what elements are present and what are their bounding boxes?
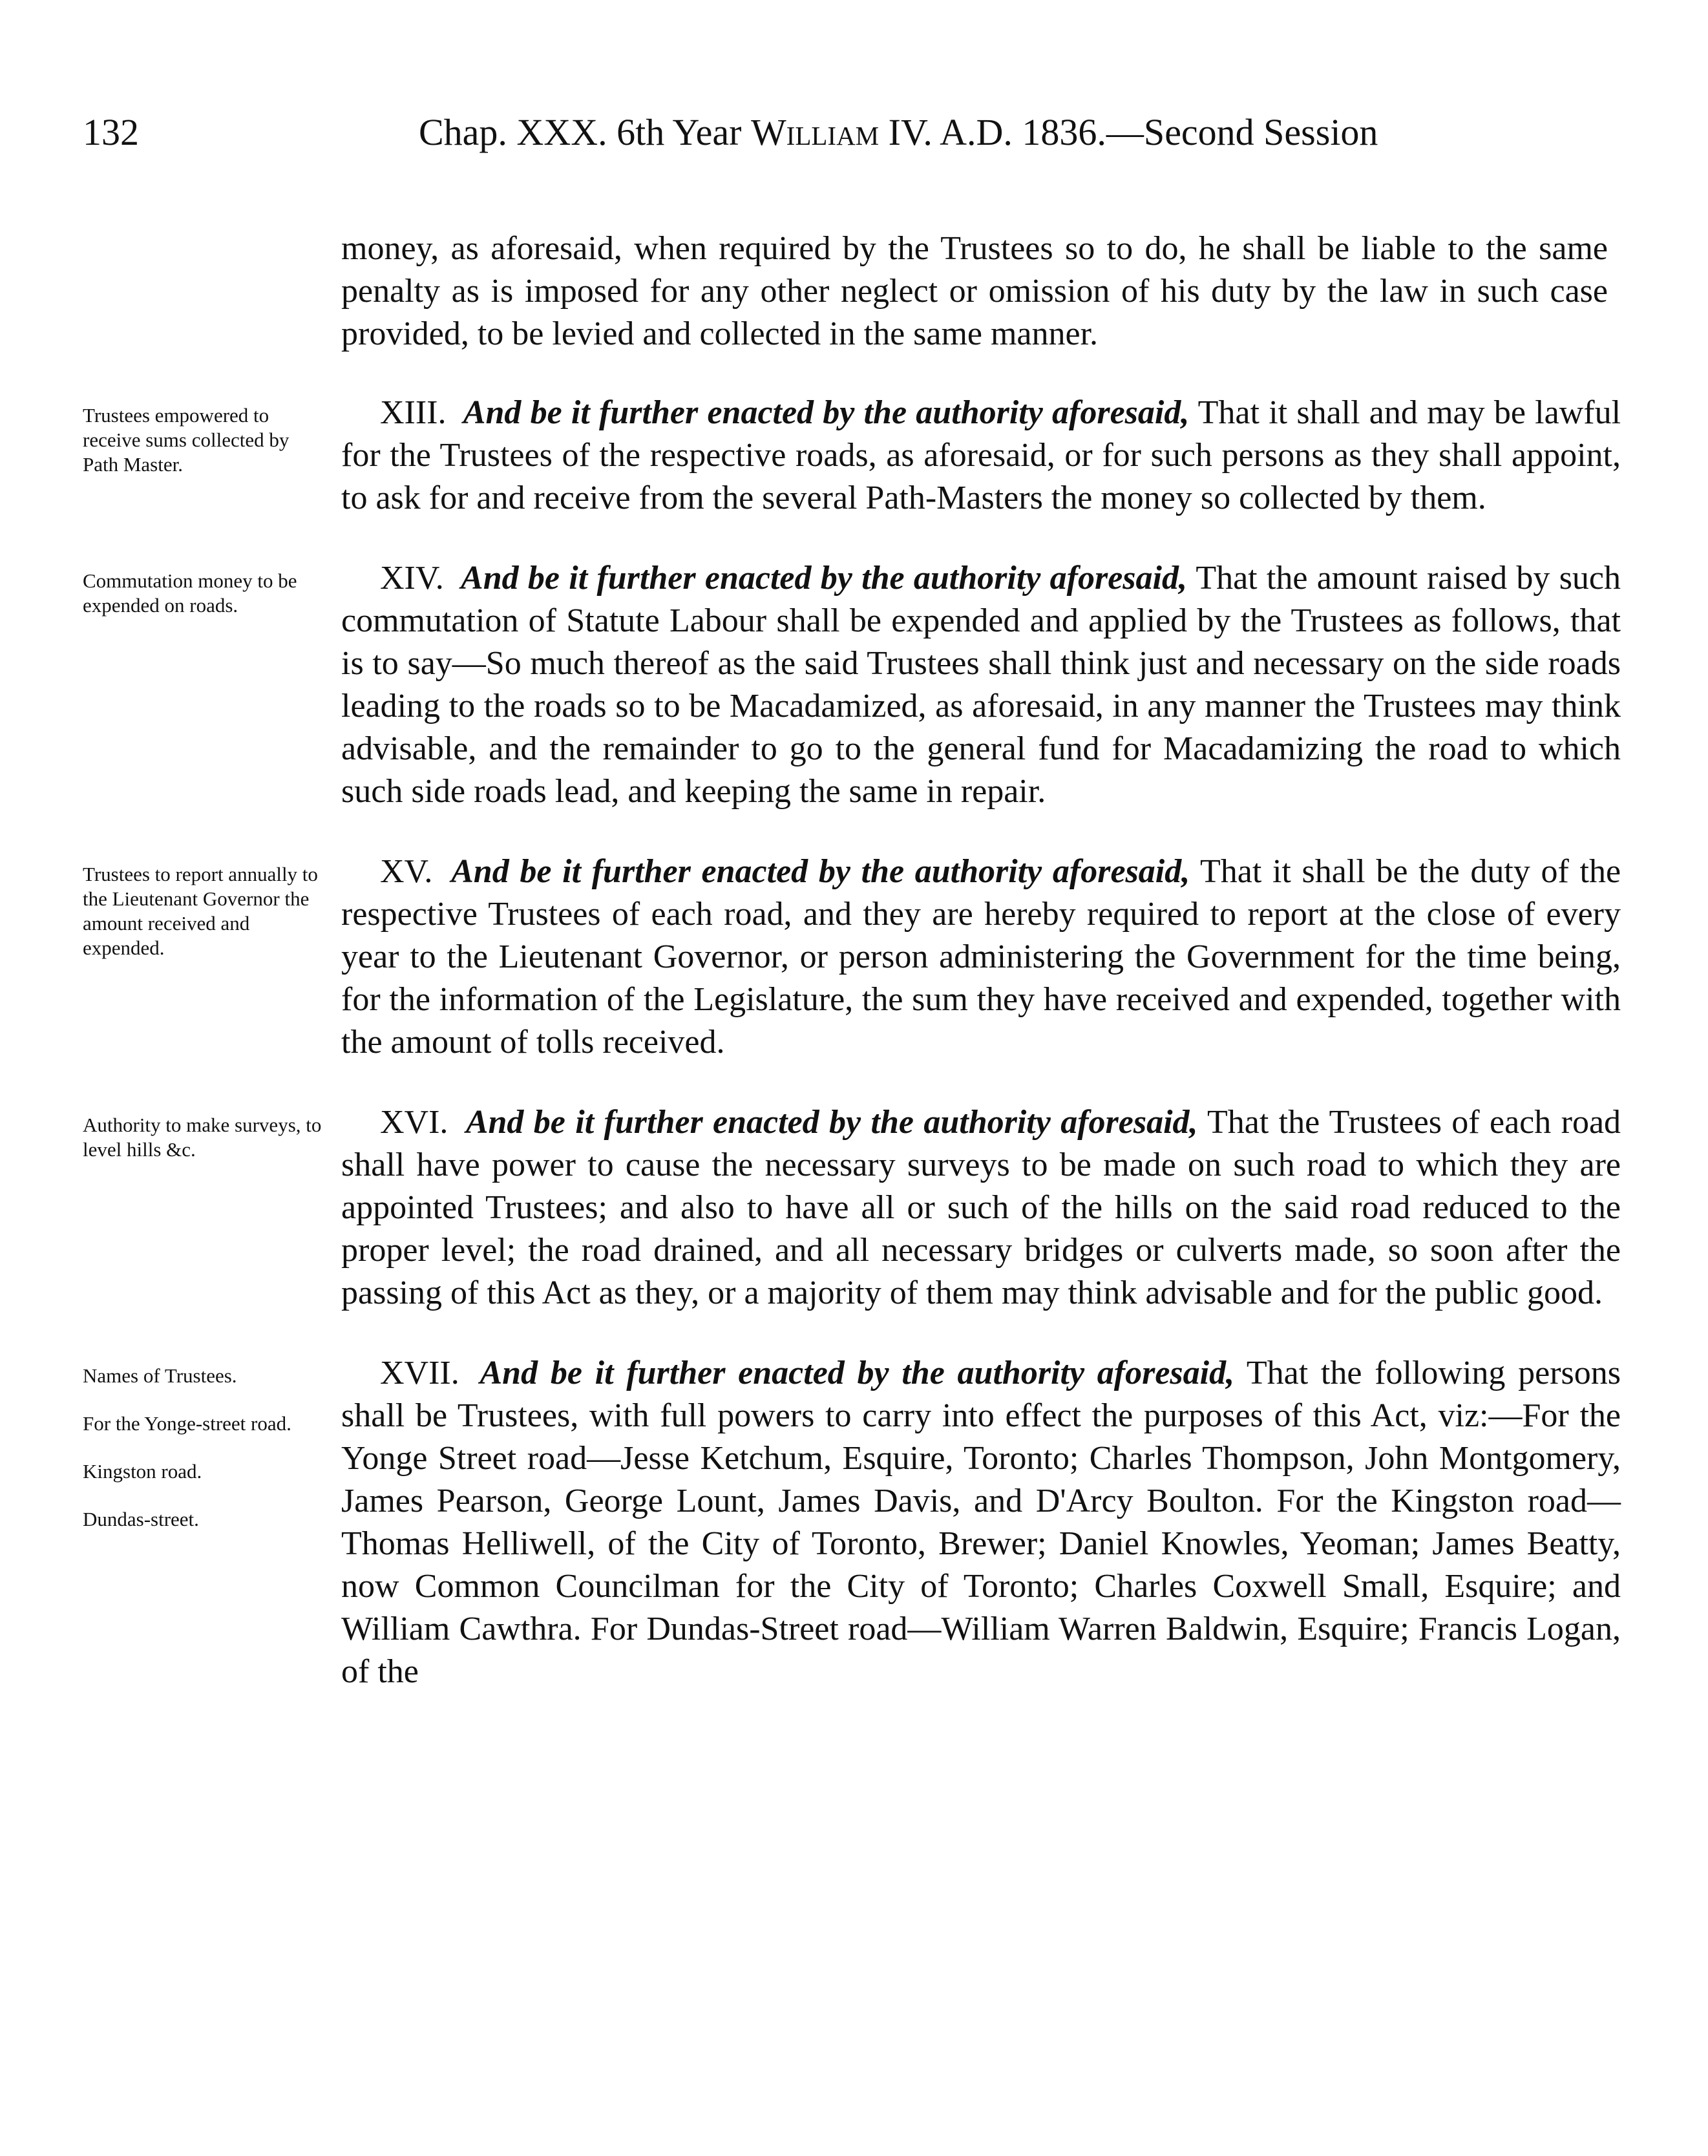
enacting-formula: And be it further enacted by the authority aforesaid, — [465, 1104, 1198, 1141]
running-head — [419, 103, 1378, 162]
section-body — [341, 1352, 1621, 1693]
section-xvii — [83, 1352, 1621, 1693]
section-number: XVII. — [380, 1355, 459, 1391]
running-head-chapter: Chap. XXX. 6th Year — [419, 111, 751, 153]
section-xiii — [83, 392, 1621, 520]
page-number: 132 — [83, 111, 139, 153]
margin-notes — [83, 1101, 341, 1315]
enacting-formula: And be it further enacted by the authority aforesaid, — [463, 394, 1190, 431]
margin-notes — [83, 1352, 341, 1693]
section-body — [341, 851, 1621, 1064]
section-body — [341, 392, 1621, 520]
margin-note: Trustees to report annually to the Lieutenant Governor the amount received and expended. — [83, 863, 318, 959]
margin-note: Authority to make surveys, to level hills &c. — [83, 1114, 322, 1161]
section-body — [341, 557, 1621, 813]
margin-note: Dundas-street. — [83, 1508, 199, 1530]
margin-note: Kingston road. — [83, 1460, 202, 1483]
section-number: XVI. — [380, 1104, 448, 1141]
margin-note: Trustees empowered to receive sums collected by Path Master. — [83, 404, 290, 476]
page-body — [83, 194, 1621, 1731]
enacting-formula: And be it further enacted by the authority aforesaid, — [461, 560, 1187, 597]
margin-note: Names of Trustees. — [83, 1364, 237, 1387]
section-xv — [83, 851, 1621, 1064]
enacting-formula: And be it further enacted by the authority aforesaid, — [480, 1355, 1235, 1391]
enacting-formula: And be it further enacted by the authority aforesaid, — [451, 853, 1190, 890]
section-number: XIV. — [380, 560, 444, 597]
section-body — [341, 1101, 1621, 1315]
section-text: That the Trustees of each road shall have power to cause the necessary surveys to be made on such road to which they are appointed Trustees; and also to have all or such of the hills on the said road reduced to the proper level; the road drained, and all necessary bridges or culverts made, so soon after the passing of this Act as they, or a majority of them may think advisable and for the public good. — [341, 1104, 1621, 1311]
margin-note: Commutation money to be expended on roads. — [83, 569, 297, 617]
section-number: XIII. — [380, 394, 447, 431]
section-text: That the following persons shall be Trustees, with full powers to carry into effect the purposes of this Act, viz:—For the Yonge Street road—Jesse Ketchum, Esquire, Toronto; Charles Thompson, John Montgomery, James Pearson, George Lount, James Davis, and D'Arcy Boulton. For the Kingston road—Thomas Helliwell, of the City of Toronto, Brewer; Daniel Knowles, Yeoman; James Beatty, now Common Councilman for the City of Toronto; Charles Coxwell Small, Esquire; and William Cawthra. For Dundas-Street road—William Warren Baldwin, Esquire; Francis Logan, of the — [341, 1355, 1621, 1690]
section-xiv — [83, 557, 1621, 813]
margin-note: For the Yonge-street road. — [83, 1412, 291, 1435]
margin-notes — [83, 392, 341, 520]
margin-notes — [83, 851, 341, 1064]
running-head-date: IV. A.D. 1836.—Second Session — [879, 111, 1378, 153]
margin-notes — [83, 557, 341, 813]
continued-paragraph: money, as aforesaid, when required by the Trustees so to do, he shall be liable to the same penalty as is imposed for any other neglect or omission of his duty by the law in such case provided, to be levied and collected in the same manner. — [341, 230, 1608, 352]
section-text: That it shall be the duty of the respective Trustees of each road, and they are hereby required to report at the close of every year to the Lieutenant Governor, or person administering the Government for the time being, for the information of the Legislature, the sum they have received and expended, together with the amount of tolls received. — [341, 853, 1621, 1061]
running-head-king: William — [750, 111, 880, 153]
page-header — [83, 103, 1582, 162]
section-text: That the amount raised by such commutation of Statute Labour shall be expended and applied by the Trustees as follows, that is to say—So much thereof as the said Trustees shall think just and necessary on the side roads leading to the roads so to be Macadamized, as aforesaid, in any manner the Trustees may think advisable, and the remainder to go to the general fund for Macadamizing the road to which such side roads lead, and keeping the same in repair. — [341, 560, 1621, 810]
section-text: That it shall and may be lawful for the Trustees of the respective roads, as aforesaid, or for such persons as they shall appoint, to ask for and receive from the several Path-Masters the money so collected by them. — [341, 394, 1621, 516]
section-xvi — [83, 1101, 1621, 1315]
section-number: XV. — [380, 853, 433, 890]
